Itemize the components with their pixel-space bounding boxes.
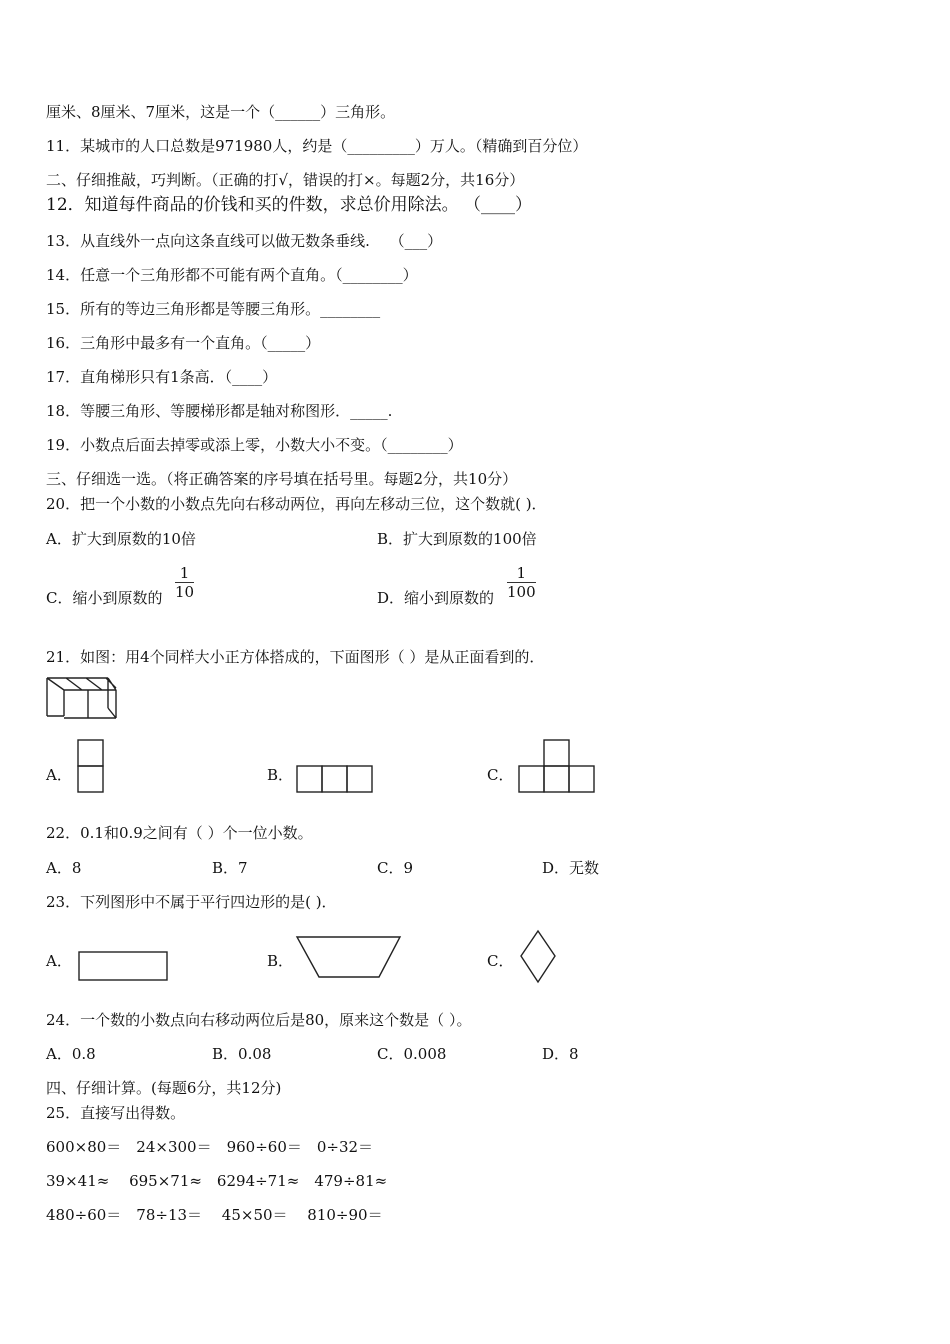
rhombus-shape	[520, 930, 558, 984]
section-3-heading: 三、仔细选一选。（将正确答案的序号填在括号里。每题2分，共10分）	[46, 470, 518, 488]
question-24: 24．一个数的小数点向右移动两位后是80，原来这个数是（ ）。	[46, 1011, 472, 1029]
calc-row-3: 480÷60＝ 78÷13＝ 45×50＝ 810÷90＝	[46, 1206, 383, 1224]
question-19: 19．小数点后面去掉零或添上零，小数大小不变。（________）	[46, 436, 463, 454]
question-21: 21．如图：用4个同样大小正方体搭成的，下面图形（ ）是从正面看到的．	[46, 648, 545, 666]
q21-option-b: B．	[267, 766, 294, 784]
q23-option-a: A．	[46, 952, 72, 970]
question-15: 15．所有的等边三角形都是等腰三角形。________	[46, 300, 381, 318]
view-t-shape	[519, 740, 597, 794]
q23-option-b: B．	[267, 952, 294, 970]
q20-option-d: D．缩小到原数的	[377, 589, 495, 607]
q21-option-a: A．	[46, 766, 72, 784]
question-17: 17．直角梯形只有1条高．（____）	[46, 368, 278, 386]
fraction-denominator: 100	[507, 583, 536, 601]
question-20: 20．把一个小数的小数点先向右移动两位，再向左移动三位，这个数就( )．	[46, 495, 547, 513]
question-16: 16．三角形中最多有一个直角。（_____）	[46, 334, 321, 352]
section-2-heading: 二、仔细推敲，巧判断。（正确的打√，错误的打×。每题2分，共16分）	[46, 171, 525, 189]
question-12: 12．知道每件商品的价钱和买的件数，求总价用除法。 （____）	[46, 195, 533, 215]
q22-option-c: C．9	[377, 859, 414, 877]
view-three-row	[297, 766, 375, 794]
q24-option-b: B．0.08	[212, 1045, 272, 1063]
fraction-denominator: 10	[175, 583, 195, 601]
question-23: 23．下列图形中不属于平行四边形的是( )．	[46, 893, 337, 911]
q10-tail: 厘米、8厘米、7厘米，这是一个（______）三角形。	[46, 103, 396, 121]
question-18: 18．等腰三角形、等腰梯形都是轴对称图形．_____.	[46, 402, 393, 420]
fraction-numerator: 1	[507, 564, 536, 583]
section-4-heading: 四、仔细计算。(每题6分，共12分)	[46, 1079, 282, 1097]
q23-option-c: C．	[487, 952, 514, 970]
q24-option-c: C．0.008	[377, 1045, 447, 1063]
q24-option-d: D．8	[542, 1045, 579, 1063]
q20-option-a: A．扩大到原数的10倍	[46, 530, 196, 548]
q20-option-b: B．扩大到原数的100倍	[377, 530, 537, 548]
q20-option-c: C．缩小到原数的	[46, 589, 163, 607]
question-14: 14．任意一个三角形都不可能有两个直角。（________）	[46, 266, 418, 284]
question-25: 25．直接写出得数。	[46, 1104, 186, 1122]
view-two-stacked	[78, 740, 104, 794]
q20-option-c-fraction	[175, 564, 194, 601]
q20-option-d-fraction	[507, 564, 536, 601]
calc-row-1: 600×80＝ 24×300＝ 960÷60＝ 0÷32＝	[46, 1138, 374, 1156]
fraction-numerator: 1	[175, 564, 194, 583]
q24-option-a: A．0.8	[46, 1045, 96, 1063]
q21-option-c: C．	[487, 766, 514, 784]
q22-option-a: A．8	[46, 859, 82, 877]
rectangle-shape	[79, 952, 169, 982]
q22-option-b: B．7	[212, 859, 248, 877]
cubes-figure	[44, 676, 124, 724]
question-22: 22．0.1和0.9之间有（ ）个一位小数。	[46, 824, 313, 842]
q22-option-d: D．无数	[542, 859, 600, 877]
trapezoid-shape	[296, 936, 402, 980]
calc-row-2: 39×41≈ 695×71≈ 6294÷71≈ 479÷81≈	[46, 1172, 388, 1190]
question-11: 11．某城市的人口总数是971980人，约是（_________）万人。（精确到百分位）	[46, 137, 588, 155]
question-13: 13．从直线外一点向这条直线可以做无数条垂线. （___）	[46, 232, 443, 250]
